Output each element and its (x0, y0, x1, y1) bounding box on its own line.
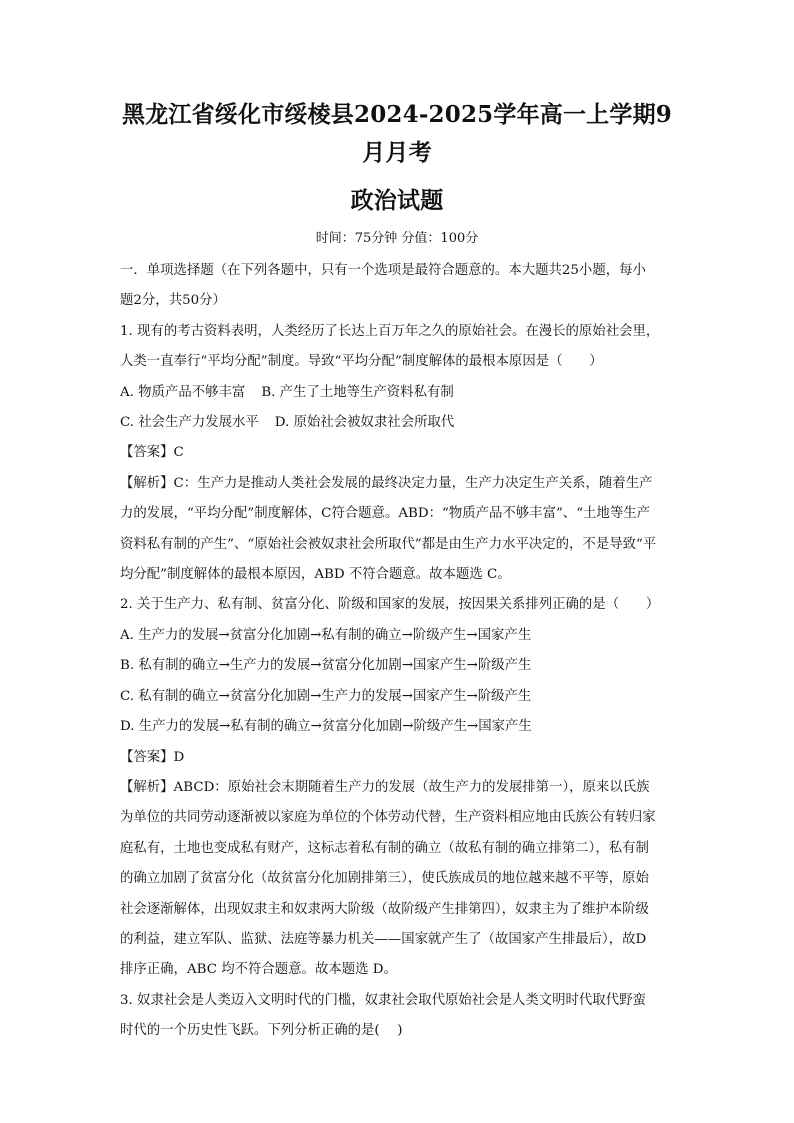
exam-meta: 时间：75分钟 分值：100分 (315, 231, 479, 246)
question-1-option-c: C. 社会生产力发展水平 (120, 415, 259, 431)
question-3-stem-cont: 时代的一个历史性飞跃。下列分析正确的是( ) (120, 1023, 403, 1039)
question-1-options-row-2 (120, 408, 674, 438)
question-2-stem: 2. 关于生产力、私有制、贫富分化、阶级和国家的发展，按因果关系排列正确的是（ ） (120, 597, 660, 613)
question-1-stem: 1. 现有的考古资料表明，人类经历了长达上百万年之久的原始社会。在漫长的原始社会里， (120, 323, 660, 339)
question-1-options-row-1 (120, 378, 674, 408)
question-2-analysis: 的利益，建立军队、监狱、法庭等暴力机关——国家就产生了（故国家产生排最后），故D (120, 931, 647, 947)
question-1-option-b: B. 产生了土地等生产资料私有制 (261, 384, 454, 400)
document-title: 黑龙江省绥化市绥棱县2024-2025学年高一上学期9月月考 (122, 101, 672, 166)
document-body (120, 256, 674, 1047)
question-2-answer: 【答案】D (120, 749, 185, 765)
section-heading-cont: 题2分，共50分） (120, 293, 226, 309)
question-2-option-b: B. 私有制的确立→生产力的发展→贫富分化加剧→国家产生→阶级产生 (120, 658, 532, 674)
question-2-option-c: C. 私有制的确立→贫富分化加剧→生产力的发展→国家产生→阶级产生 (120, 688, 532, 704)
question-1-option-d: D. 原始社会被奴隶社会所取代 (274, 415, 455, 431)
question-1-analysis: 力的发展，“平均分配”制度解体，C符合题意。ABD：“物质产品不够丰富”、“土地等生产 (120, 506, 650, 522)
section-heading: 一．单项选择题（在下列各题中，只有一个选项是最符合题意的。本大题共25小题，每小 (120, 263, 646, 278)
question-1-analysis: 资料私有制的产生”、“原始社会被奴隶社会所取代”都是由生产力水平决定的，不是导致“平 (120, 536, 657, 552)
question-1-option-a: A. 物质产品不够丰富 (120, 384, 246, 400)
question-2-analysis: 【解析】ABCD：原始社会末期随着生产力的发展（故生产力的发展排第一），原来以氏族 (120, 779, 650, 795)
question-2-analysis: 的确立加剧了贫富分化（故贫富分化加剧排第三），使氏族成员的地位越来越不平等，原始 (120, 871, 649, 887)
question-1-analysis: 【解析】C：生产力是推动人类社会发展的最终决定力量，生产力决定生产关系，随着生产 (120, 475, 653, 491)
question-1-analysis: 均分配”制度解体的最根本原因，ABD 不符合题意。故本题选 C。 (120, 567, 511, 583)
question-3-stem: 3. 奴隶社会是人类迈入文明时代的门槛，奴隶社会取代原始社会是人类文明时代取代野蛮 (120, 992, 646, 1008)
question-1-stem-cont: 人类一直奉行“平均分配”制度。导致“平均分配”制度解体的最根本原因是（ ） (120, 354, 603, 370)
question-2-option-d: D. 生产力的发展→私有制的确立→贫富分化加剧→阶级产生→国家产生 (120, 719, 532, 735)
question-2-analysis: 社会逐渐解体，出现奴隶主和奴隶两大阶级（故阶级产生排第四），奴隶主为了维护本阶级 (120, 901, 649, 917)
question-1-answer: 【答案】C (120, 445, 184, 461)
question-2-analysis: 庭私有，土地也变成私有财产，这标志着私有制的确立（故私有制的确立排第二），私有制 (120, 840, 649, 856)
question-2-option-a: A. 生产力的发展→贫富分化加剧→私有制的确立→阶级产生→国家产生 (120, 627, 532, 643)
question-2-analysis: 排序正确，ABC 均不符合题意。故本题选 D。 (120, 962, 397, 978)
document-subtitle: 政治试题 (350, 187, 444, 214)
question-2-analysis: 为单位的共同劳动逐渐被以家庭为单位的个体劳动代替，生产资料相应地由氏族公有转归家 (120, 810, 656, 826)
